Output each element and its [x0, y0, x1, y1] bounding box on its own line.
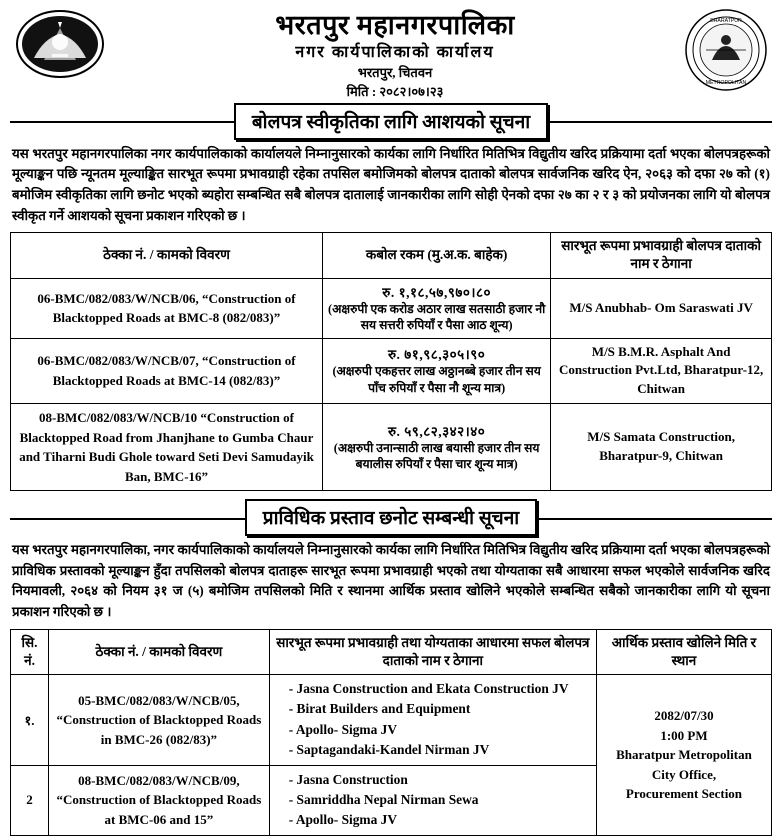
cell-contract: 06-BMC/082/083/W/NCB/07, “Construction of Blacktopped Roads at BMC-14 (082/83)” — [11, 338, 323, 404]
column-header-bidder: सारभूत रूपमा प्रभावग्राही बोलपत्र दाताको नाम र ठेगाना — [551, 233, 772, 278]
opening-place-line3: Procurement Section — [625, 786, 743, 802]
document-date: मिति : २०८२।०७।२३ — [346, 83, 444, 99]
column-header-amount: कबोल रकम (मु.अ.क. बाहेक) — [323, 233, 551, 278]
list-item: - Apollo- Sigma JV — [289, 720, 591, 740]
list-item: - Samriddha Nepal Nirman Sewa — [289, 790, 591, 810]
list-item: - Birat Builders and Equipment — [289, 699, 591, 719]
list-item: - Jasna Construction and Ekata Construction JV — [289, 679, 591, 699]
section1-table — [10, 232, 772, 491]
cell-contract: 08-BMC/082/083/W/NCB/09, “Construction of Blacktopped Roads at BMC-06 and 15” — [49, 765, 270, 835]
opening-time: 1:00 PM — [660, 727, 708, 743]
cell-bidder: M/S Anubhab- Om Saraswati JV — [551, 278, 772, 338]
opening-date: 2082/07/30 — [654, 708, 714, 724]
cell-bidder: M/S B.M.R. Asphalt And Construction Pvt.Ltd, Bharatpur-12, Chitwan — [551, 338, 772, 404]
table-row — [11, 675, 772, 766]
cell-amount — [323, 338, 551, 404]
table-row — [11, 404, 772, 491]
amount-figure: रु. ५९,८२,३४२।४० — [387, 423, 486, 439]
opening-place-line1: Bharatpur Metropolitan — [616, 747, 752, 763]
opening-place-line2: City Office, — [651, 766, 717, 782]
cell-sn: 2 — [11, 765, 49, 835]
amount-words: (अक्षरुपी उनान्साठी लाख बयासी हजार तीन सय बयालीस रुपियाँ र पैसा चार शून्य मात्र) — [333, 440, 540, 472]
section1-banner — [10, 103, 772, 140]
organization-address: भरतपुर, चितवन — [357, 65, 433, 81]
document-header — [10, 6, 772, 101]
section1-paragraph: यस भरतपुर महानगरपालिका नगर कार्यपालिकाको कार्यालयले निम्नानुसारको कार्यका लागि निर्धारित मितिभित्र विद्युतीय खरिद प्रक्रियामा दर्ता भएका बोलपत्रहरूको मूल्याङ्कन पछि न्यूनतम मूल्याङ्कित सारभूत रूपमा प्रभावग्राही रहेका तपसिल बमोजिमको बोलपत्र दाताको बोलपत्र सार्वजनिक खरिद ऐन, २०६३ को दफा २७ को (१) बमोजिम स्वीकृतिका लागि छनोट भएको ब्यहोरा सम्बन्धित सबै बोलपत्र दातालाई जानकारीका लागि सोही ऐनको दफा २७ का २ र ३ को प्रयोजनका लागि यो बोलपत्र स्वीकृत गर्ने आशयको सूचना प्रकाशन गरिएको छ । — [12, 145, 770, 223]
banner-rule-right — [548, 121, 772, 123]
bidder-list — [275, 679, 591, 761]
amount-figure: रु. ७१,९८,३०५।९० — [387, 347, 486, 363]
svg-text:BHARATPUR: BHARATPUR — [710, 18, 742, 24]
column-header-sn: सि. नं. — [11, 629, 49, 674]
header-text-block — [106, 8, 684, 101]
cell-contract: 08-BMC/082/083/W/NCB/10 “Construction of Blacktopped Road from Jhanjhane to Gumba Chaur and Tiharni Budi Ghole toward Seti Devi Samudayik Ban, BMC-16” — [11, 404, 323, 491]
cell-contract: 06-BMC/082/083/W/NCB/06, “Construction of Blacktopped Roads at BMC-8 (082/083)” — [11, 278, 323, 338]
nepal-government-emblem-icon — [14, 8, 106, 80]
list-item: - Jasna Construction — [289, 770, 591, 790]
amount-figure: रु. १,१८,५७,९७०।८० — [382, 284, 492, 300]
banner-rule-left — [10, 518, 245, 520]
cell-bidder-list — [269, 675, 596, 766]
table-header-row — [11, 629, 772, 674]
column-header-qualified-bidders: सारभूत रूपमा प्रभावग्राही तथा योग्यताका आधारमा सफल बोलपत्र दाताको नाम र ठेगाना — [269, 629, 596, 674]
bidder-list — [275, 770, 591, 831]
organization-subtitle: नगर कार्यपालिकाको कार्यालय — [295, 44, 495, 62]
table-row — [11, 338, 772, 404]
section2-paragraph: यस भरतपुर महानगरपालिका, नगर कार्यपालिकाको कार्यालयले निम्नानुसारको कार्यका लागि निर्धारित मितिभित्र विद्युतीय खरिद प्रक्रियामा दर्ता भएका बोलपत्रहरूको प्राविधिक प्रस्तावको मूल्याङ्कन हुँदा तपसिलको बोलपत्र दाताहरू सारभूत रूपमा प्रभावग्राही भएको तथा योग्यताका सबै आधारमा सफल भएकोले सार्वजनिक खरिद नियमावली, २०६४ को नियम ३१ ज (५) बमोजिम तपसिलको मिति र स्थानमा आर्थिक प्रस्ताव खोलिने भएकोले सम्बन्धित सबैको जानकारीका लागि यो सूचना प्रकाशन गरिएको छ । — [12, 542, 770, 619]
column-header-contract: ठेक्का नं. / कामको विवरण — [11, 233, 323, 278]
list-item: - Saptagandaki-Kandel Nirman JV — [289, 740, 591, 760]
column-header-opening: आर्थिक प्रस्ताव खोलिने मिति र स्थान — [596, 629, 771, 674]
table-header-row — [11, 233, 772, 278]
bharatpur-metropolitan-seal-icon — [684, 8, 768, 92]
cell-bidder-list — [269, 765, 596, 835]
cell-bidder: M/S Samata Construction, Bharatpur-9, Chitwan — [551, 404, 772, 491]
section2-table — [10, 629, 772, 836]
banner-rule-right — [537, 518, 772, 520]
organization-name: भरतपुर महानगरपालिका — [275, 10, 515, 40]
amount-words: (अक्षरुपी एक करोड अठार लाख सतसाठी हजार नौ सय सत्तरी रुपियाँ र पैसा आठ शून्य) — [328, 301, 546, 333]
table-row — [11, 278, 772, 338]
section2 — [10, 499, 772, 836]
section1-title: बोलपत्र स्वीकृतिका लागि आशयको सूचना — [234, 103, 548, 140]
column-header-contract: ठेक्का नं. / कामको विवरण — [49, 629, 270, 674]
cell-amount — [323, 278, 551, 338]
cell-opening-details — [596, 675, 771, 836]
cell-sn: १. — [11, 675, 49, 766]
amount-words: (अक्षरुपी एकहत्तर लाख अठ्ठानब्बे हजार तीन सय पाँच रुपियाँ र पैसा नौ शून्य मात्र) — [332, 364, 541, 395]
cell-amount — [323, 404, 551, 491]
banner-rule-left — [10, 121, 234, 123]
section2-title: प्राविधिक प्रस्ताव छनोट सम्बन्धी सूचना — [245, 499, 537, 536]
cell-contract: 05-BMC/082/083/W/NCB/05, “Construction of Blacktopped Roads in BMC-26 (082/83)” — [49, 675, 270, 766]
svg-text:METROPOLITAN: METROPOLITAN — [705, 80, 747, 86]
list-item: - Apollo- Sigma JV — [289, 810, 591, 830]
section2-banner — [10, 499, 772, 536]
